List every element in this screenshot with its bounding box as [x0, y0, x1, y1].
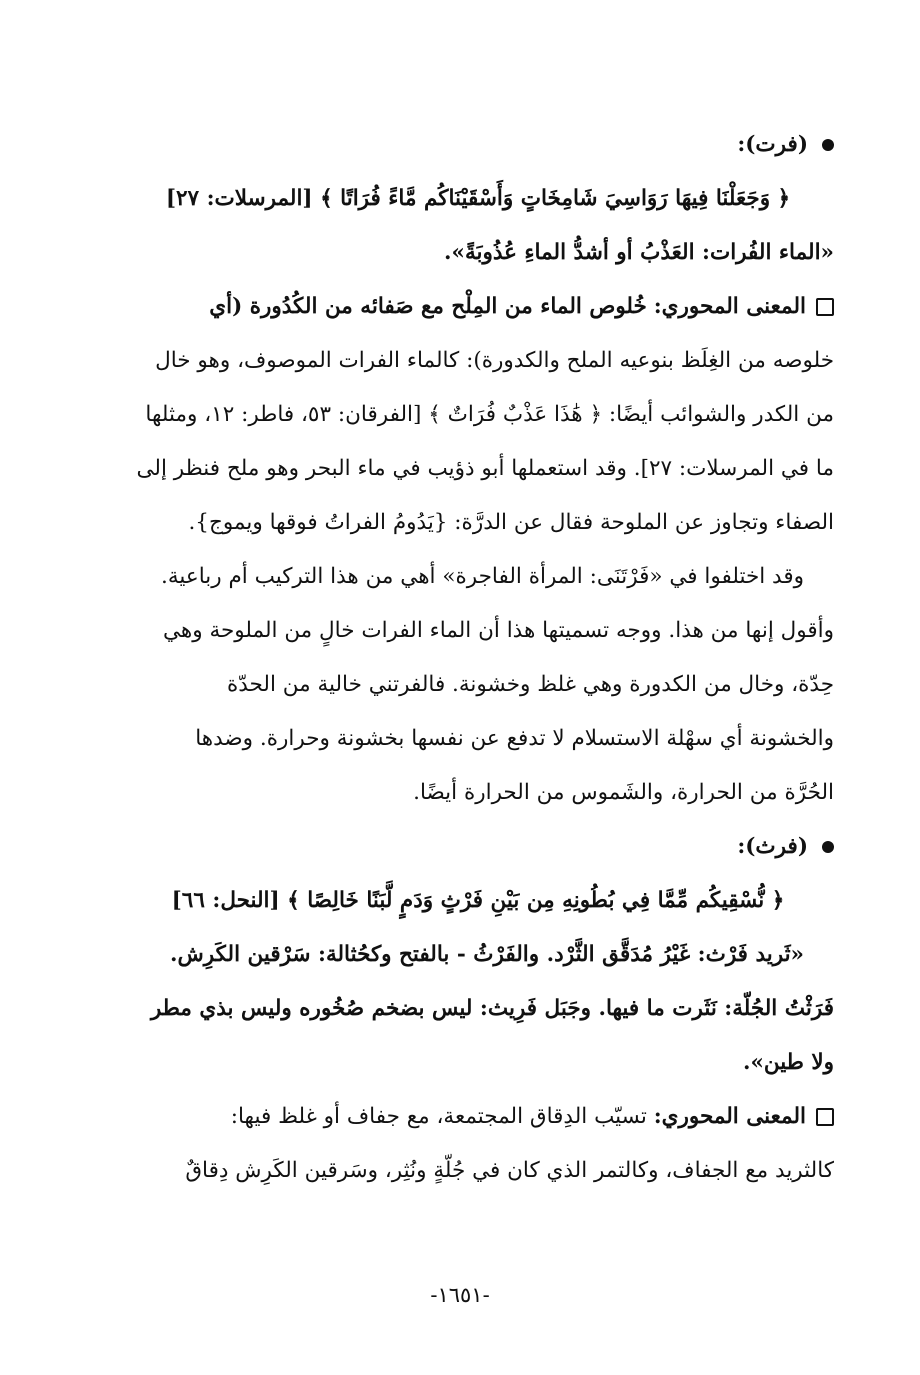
body-line: وقد اختلفوا في «فَرْتَنَى: المرأة الفاجرة» أهي من هذا التركيب أم رباعية. [161, 564, 804, 589]
body-line: خلوصه من الغِلَظ بنوعيه الملح والكدورة): كالماء الفرات الموصوف، وهو خال [155, 348, 834, 373]
body-line: الصفاء وتجاوز عن الملوحة فقال عن الدرَّة: {يَدُومُ الفراتُ فوقها ويموج}. [188, 510, 834, 535]
quran-verse: ﴿ وَجَعَلْنَا فِيهَا رَوَاسِيَ شَامِخَاتٍ وَأَسْقَيْنَاكُم مَّاءً فُرَاتًا ﴾ [المرسلات: ٢٧] [165, 186, 791, 211]
core-meaning-label: المعنى المحوري: [653, 1104, 806, 1129]
bullet-icon [822, 841, 834, 853]
dictionary-quote: «الماء الفُرات: العَذْبُ أو أشدُّ الماءِ عُذُوبَةً». [444, 240, 834, 265]
dictionary-quote: ولا طين». [742, 1050, 834, 1075]
quran-verse: ﴿ نُّسْقِيكُم مِّمَّا فِي بُطُونِهِ مِن بَيْنِ فَرْثٍ وَدَمٍ لَّبَنًا خَالِصًا ﴾ [النحل: ٦٦] [171, 888, 785, 913]
body-line: ما في المرسلات: ٢٧]. وقد استعملها أبو ذؤيب في ماء البحر وهو ملح فنظر إلى [136, 456, 834, 481]
dictionary-quote: فَرَثْتُ الجُلّة: نَثَرت ما فيها. وجَبَل فَرِيث: ليس بضخم صُخُوره وليس بذي مطر [150, 996, 834, 1021]
checkbox-square-icon [816, 1108, 834, 1126]
body-line: وأقول إنها من هذا. ووجه تسميتها هذا أن الماء الفرات خالٍ من الملوحة وهي [163, 618, 834, 643]
body-line: من الكدر والشوائب أيضًا: ﴿ هَٰذَا عَذْبٌ فُرَاتٌ ﴾ [الفرقان: ٥٣، فاطر: ١٢، ومثلها [145, 402, 834, 427]
page-number: -١٦٥١- [430, 1283, 490, 1307]
core-meaning-line [122, 1090, 834, 1144]
checkbox-square-icon [816, 298, 834, 316]
page-body [122, 118, 834, 1198]
core-meaning-line [122, 280, 834, 334]
body-text: تسيّب الدِقاق المجتمعة، مع جفاف أو غلظ فيها: [230, 1104, 647, 1129]
entry-heading: (فرث): [122, 820, 834, 874]
body-line: كالثريد مع الجفاف، وكالتمر الذي كان في جُلّةٍ ونُثِر، وسَرقين الكَرِش دِقاقٌ [185, 1158, 834, 1183]
body-line: والخشونة أي سهْلة الاستسلام لا تدفع عن نفسها بخشونة وحرارة. وضدها [195, 726, 834, 751]
bullet-icon [822, 139, 834, 151]
body-line: الحُرَّة من الحرارة، والشَموس من الحرارة أيضًا. [413, 780, 834, 805]
dictionary-quote: «ثَريد فَرْث: غَيْرُ مُدَقَّق الثَّرْد. والفَرْثُ - بالفتح وكحُثالة: سَرْقين الكَرِش. [170, 942, 804, 967]
entry-heading: (فرت): [122, 118, 834, 172]
body-line: حِدّة، وخال من الكدورة وهي غلظ وخشونة. فالفرتني خالية من الحدّة [226, 672, 834, 697]
body-text: خُلوص الماء من المِلْح مع صَفائه من الكُدُورة (أي [209, 294, 647, 319]
core-meaning-label: المعنى المحوري: [653, 294, 806, 319]
